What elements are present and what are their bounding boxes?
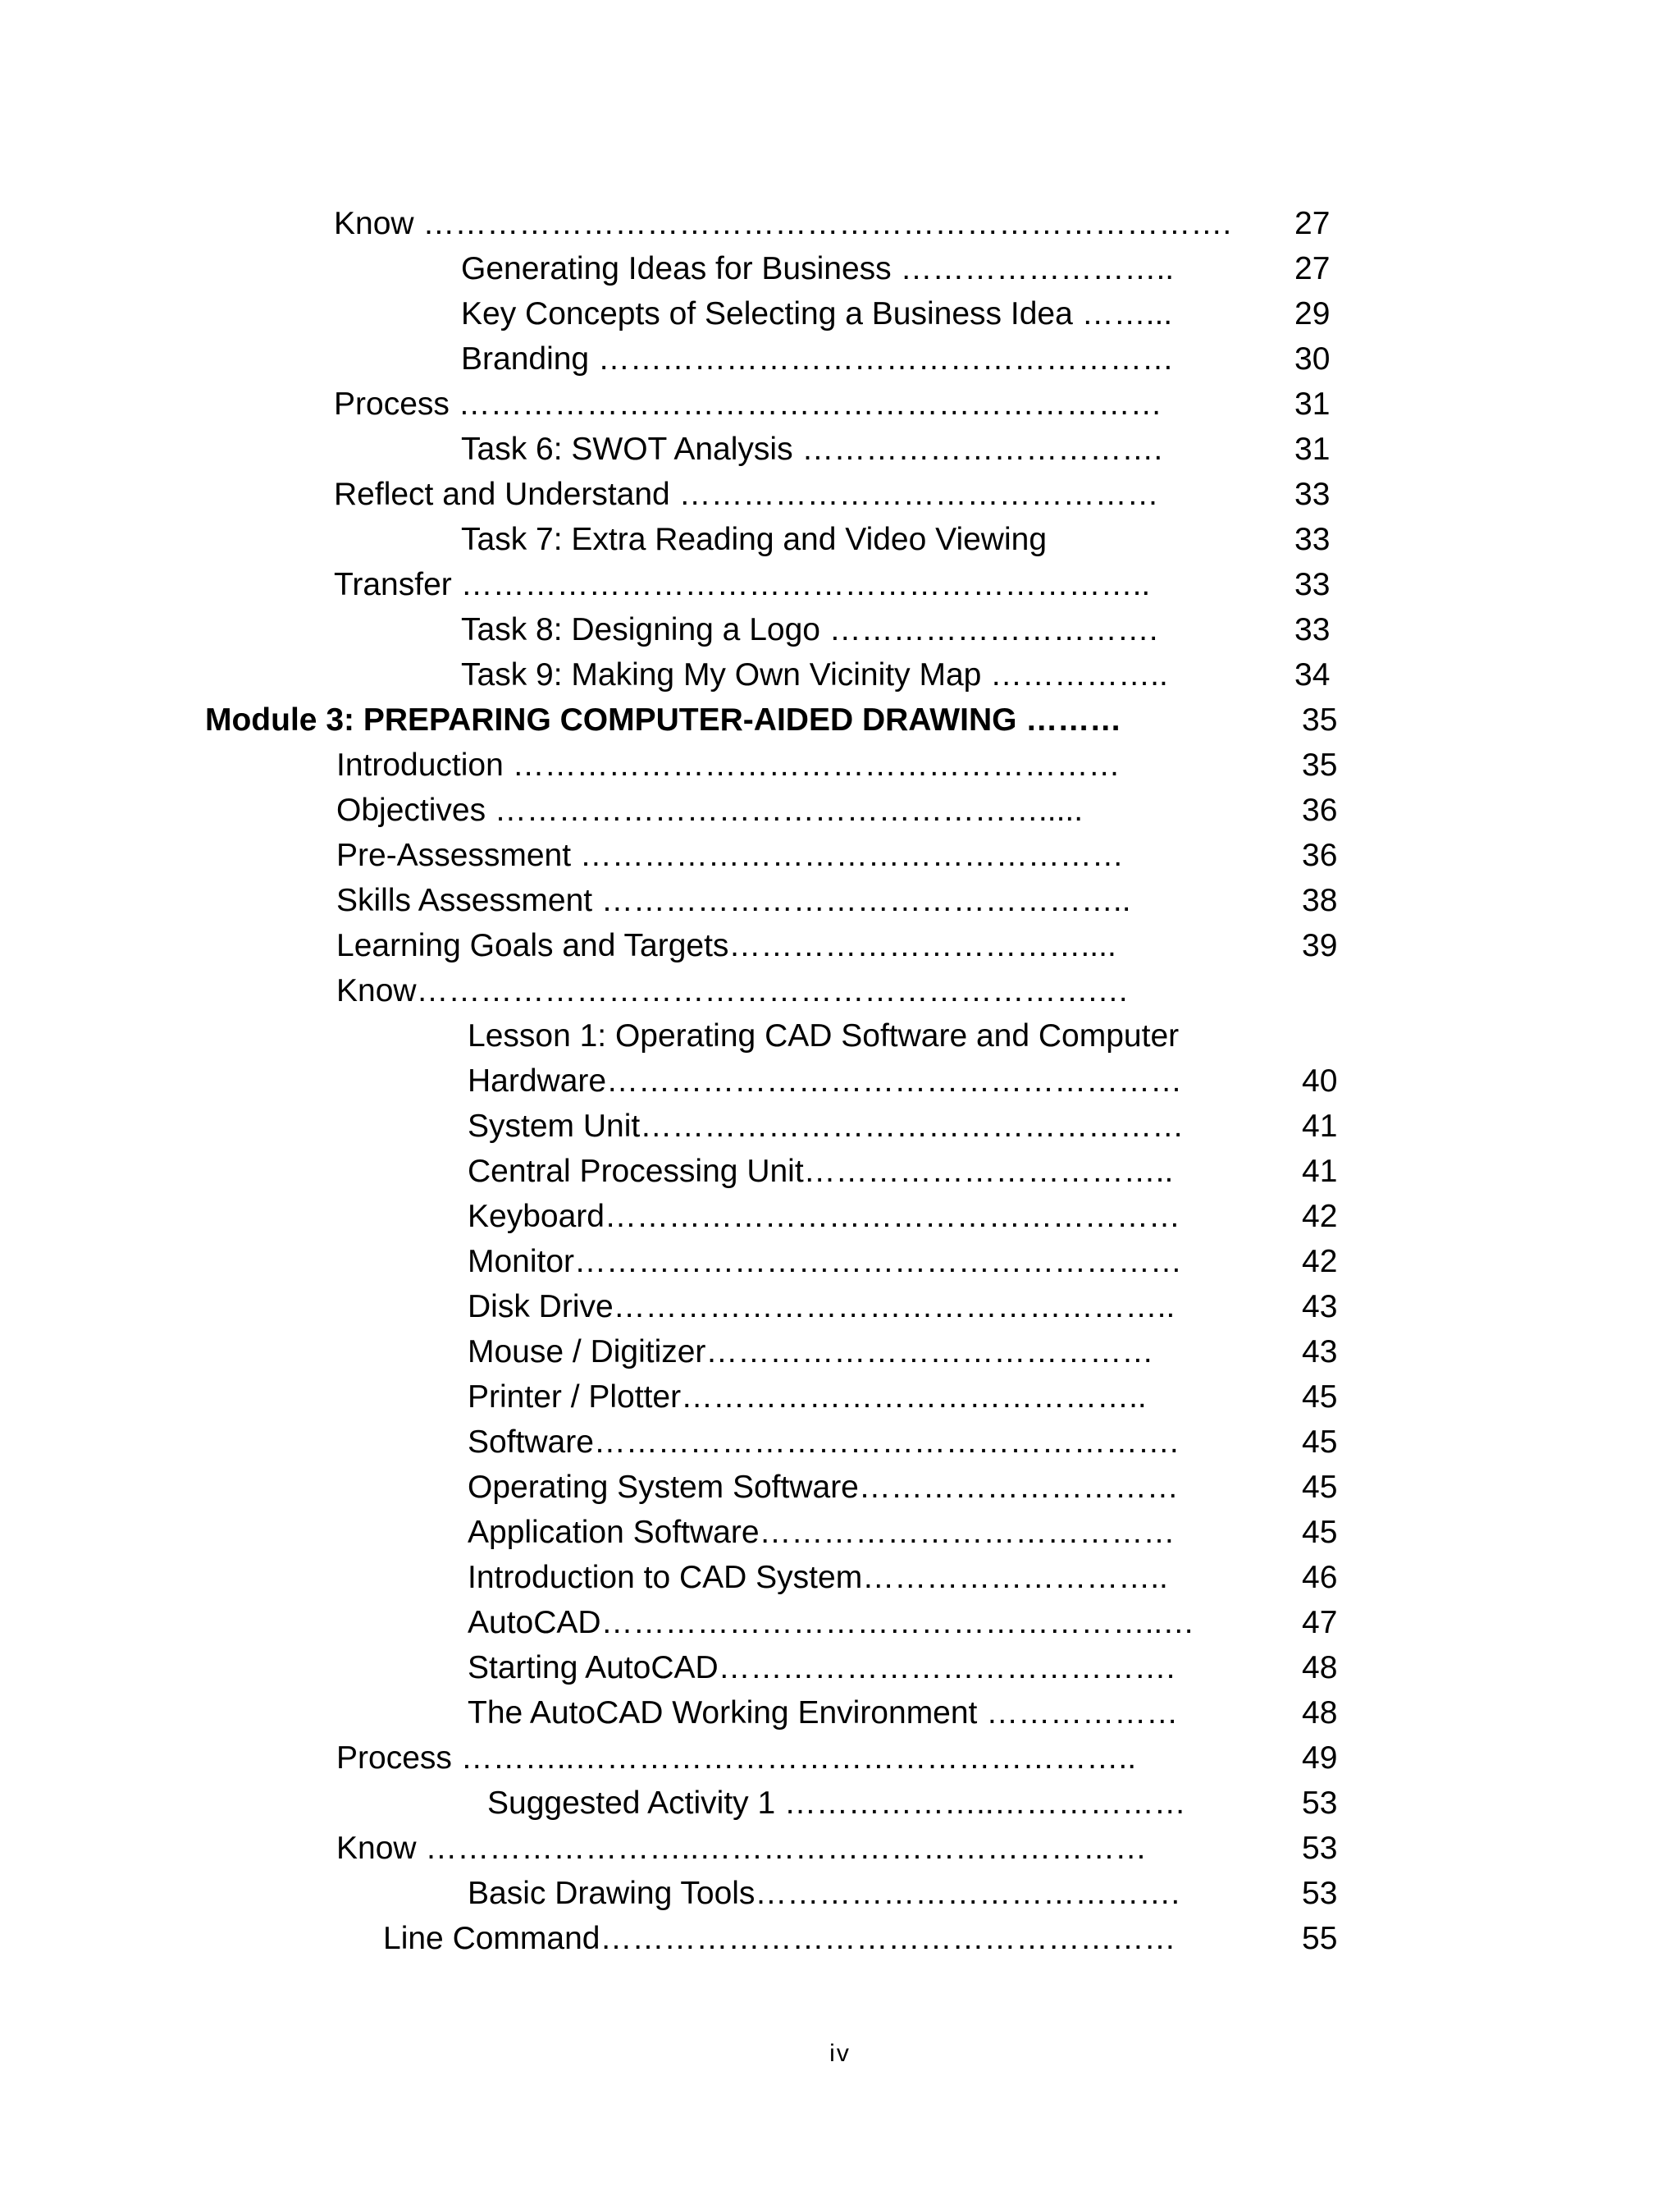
toc-entry-page: 45 [1302,1424,1338,1460]
toc-entry-title: Suggested Activity 1 ………………..……………… [487,1785,1186,1821]
toc-entry [0,1555,1680,1600]
toc-entry-title: Know …………………………………………………………………. [334,206,1232,241]
toc-entry [0,1013,1680,1058]
page-number: iv [829,2040,851,2067]
toc-entry [0,1735,1680,1781]
toc-entry-title: Basic Drawing Tools…………………………………. [468,1876,1180,1911]
toc-entry [0,1916,1680,1961]
toc-entry-title: Starting AutoCAD……………………………………. [468,1650,1176,1685]
toc-entry-page: 43 [1302,1289,1338,1324]
toc-entry-page: 33 [1294,612,1331,647]
toc-entry [0,923,1680,968]
toc-entry-title: System Unit…………………………………………… [468,1109,1185,1144]
toc-entry-title: Application Software………………………………… [468,1515,1176,1550]
toc-entry [0,1826,1680,1871]
toc-entry [0,1329,1680,1374]
toc-entry-page: 49 [1302,1740,1338,1776]
toc-entry [0,607,1680,652]
toc-entry-page: 43 [1302,1334,1338,1369]
toc-entry-page: 27 [1294,251,1331,286]
toc-entry-title: Generating Ideas for Business …………………….. [461,251,1175,286]
toc-entry [0,1104,1680,1149]
toc-entry-page: 42 [1302,1199,1338,1234]
toc-entry-title: Mouse / Digitizer…………………………………… [468,1334,1154,1369]
toc-entry-page: 33 [1294,567,1331,602]
toc-entry-title: AutoCAD……………………………………………..… [468,1605,1195,1640]
toc-entry [0,562,1680,607]
toc-entry [0,1284,1680,1329]
toc-entry [0,201,1680,246]
toc-entry-page: 33 [1294,522,1331,557]
toc-entry-page: 34 [1294,657,1331,693]
toc-entry-title: Hardware……………………………………………… [468,1063,1183,1099]
toc-entry [0,968,1680,1013]
toc-entry-title: Module 3: PREPARING COMPUTER-AIDED DRAWING ……… [205,702,1122,738]
toc-entry-title: Task 7: Extra Reading and Video Viewing [461,522,1048,557]
toc-entry [0,1781,1680,1826]
toc-entry-page: 35 [1302,748,1338,783]
toc-entry-page: 40 [1302,1063,1338,1099]
toc-entry [0,427,1680,472]
toc-entry-title: Disk Drive…………………………………………….. [468,1289,1176,1324]
toc-entry-page: 48 [1302,1650,1338,1685]
toc-entry [0,743,1680,788]
toc-entry-title: Keyboard……………………………………………… [468,1199,1180,1234]
toc-entry [0,246,1680,291]
toc-entry-title: Know……………………………………………………….… [336,973,1130,1008]
toc-entry-title: Objectives ……………………………………………..... [336,793,1084,828]
toc-entry [0,1194,1680,1239]
toc-entry [0,1420,1680,1465]
toc-entry [0,1058,1680,1104]
toc-entry-title: Lesson 1: Operating CAD Software and Computer [468,1018,1180,1054]
toc-module-heading [0,697,1680,743]
toc-entry-title: Monitor………………………………………………… [468,1244,1183,1279]
toc-entry [0,291,1680,336]
toc-entry-title: Task 6: SWOT Analysis ……………………………. [461,432,1163,467]
toc-entry-title: Learning Goals and Targets…………………………….... [336,928,1116,963]
toc-entry-title: Skills Assessment ………………………………………….. [336,883,1131,918]
toc-entry-page: 46 [1302,1560,1338,1595]
toc-entry-title: Know ……………………..…………………………………… [336,1831,1148,1866]
toc-entry-page: 35 [1302,702,1338,738]
toc-entry-page: 47 [1302,1605,1338,1640]
toc-entry-title: Process ………………………………………………………… [334,386,1162,422]
toc-entry [0,1465,1680,1510]
toc-entry-page: 31 [1294,386,1331,422]
toc-entry-title: Pre-Assessment …………………………………………… [336,838,1124,873]
toc-entry-page: 30 [1294,341,1331,377]
toc-entry-page: 45 [1302,1379,1338,1415]
toc-entry-page: 48 [1302,1695,1338,1731]
toc-entry [0,336,1680,382]
toc-entry-page: 31 [1294,432,1331,467]
toc-entry-page: 33 [1294,477,1331,512]
toc-entry [0,1239,1680,1284]
toc-entry-page: 45 [1302,1470,1338,1505]
toc-entry [0,1510,1680,1555]
toc-entry-page: 36 [1302,793,1338,828]
toc-entry [0,1871,1680,1916]
toc-entry [0,788,1680,833]
toc-entry-title: Introduction ………………………………………………… [336,748,1121,783]
toc-entry-title: Task 9: Making My Own Vicinity Map …………….. [461,657,1168,693]
toc-entry-title: Transfer ……………………………………………………….. [334,567,1151,602]
toc-entry [0,1600,1680,1645]
toc-entry [0,1374,1680,1420]
toc-entry [0,1645,1680,1690]
toc-entry [0,1690,1680,1735]
toc-entry-title: Operating System Software………………………… [468,1470,1179,1505]
toc-entry [0,472,1680,517]
toc-entry [0,878,1680,923]
toc-entry [0,517,1680,562]
toc-entry-page: 53 [1302,1831,1338,1866]
toc-entry [0,833,1680,878]
toc-entry-page: 45 [1302,1515,1338,1550]
toc-entry-page: 41 [1302,1154,1338,1189]
toc-entry-title: Branding ……………………………………………… [461,341,1174,377]
toc-entry [0,652,1680,697]
toc-entry-page: 39 [1302,928,1338,963]
toc-entry-title: Central Processing Unit…………………………….. [468,1154,1174,1189]
toc-entry-page: 29 [1294,296,1331,331]
toc-entry-title: The AutoCAD Working Environment ……………… [468,1695,1179,1731]
toc-entry-page: 53 [1302,1876,1338,1911]
toc-entry-page: 36 [1302,838,1338,873]
toc-entry-page: 41 [1302,1109,1338,1144]
toc-entry-title: Introduction to CAD System……………………….. [468,1560,1168,1595]
toc-entry-page: 55 [1302,1921,1338,1956]
toc-entry-title: Process ………..…………………………………………….. [336,1740,1137,1776]
toc-entry-title: Printer / Plotter…………………………………….. [468,1379,1147,1415]
toc-entry-page: 42 [1302,1244,1338,1279]
toc-entry-title: Line Command……………………………………………… [383,1921,1176,1956]
toc-entry [0,382,1680,427]
toc-entry [0,1149,1680,1194]
toc-entry-title: Task 8: Designing a Logo …………………………. [461,612,1158,647]
toc-entry-page: 27 [1294,206,1331,241]
toc-entry-title: Reflect and Understand ……………………………………… [334,477,1159,512]
toc-entry-title: Key Concepts of Selecting a Business Idea ……... [461,296,1173,331]
toc-entry-title: Software………………………………………………. [468,1424,1179,1460]
toc-entry-page: 38 [1302,883,1338,918]
toc-entry-page: 53 [1302,1785,1338,1821]
